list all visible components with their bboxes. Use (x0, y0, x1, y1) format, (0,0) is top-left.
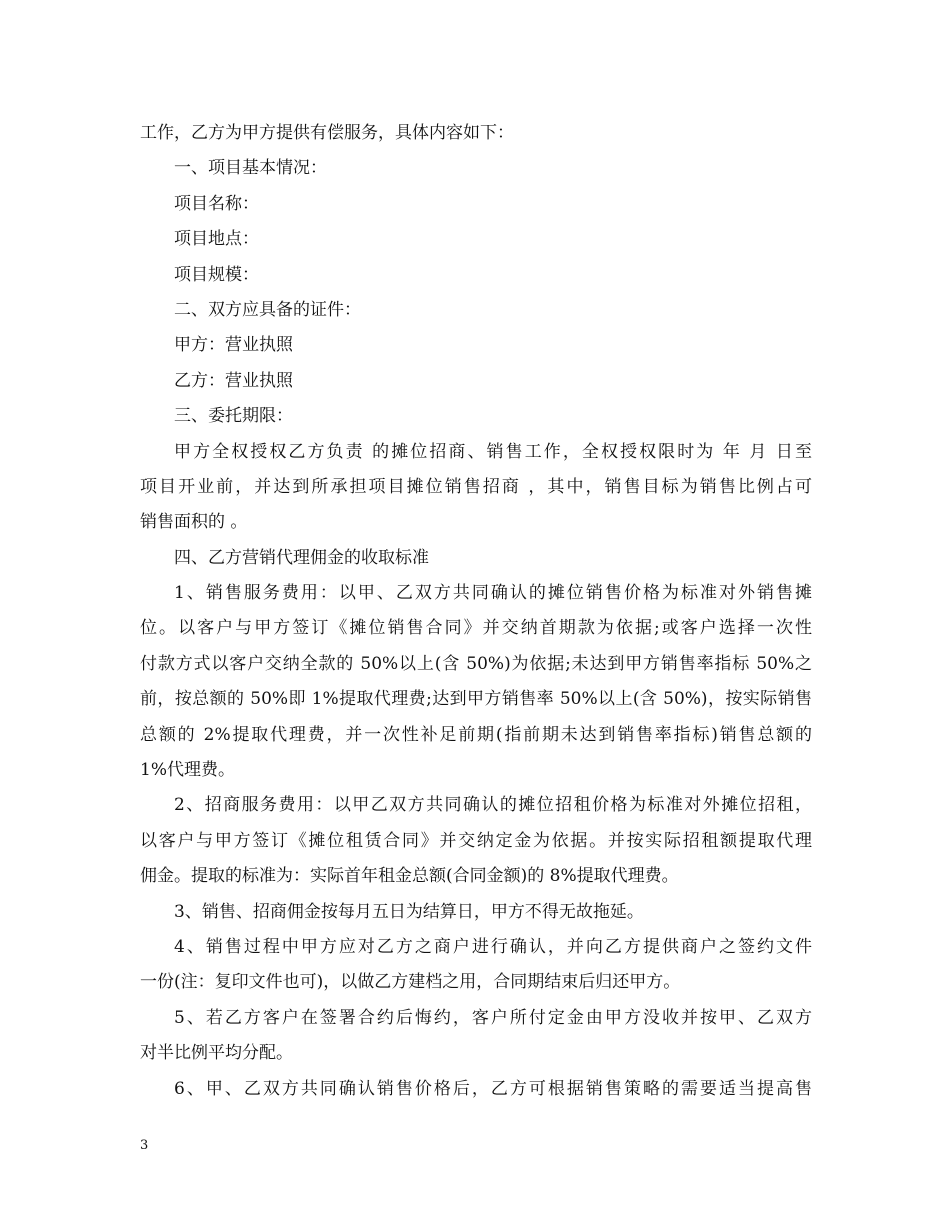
document-line: 工作，乙方为甲方提供有偿服务，具体内容如下： (140, 123, 514, 143)
document-line: 前，按总额的 50%即 1%提取代理费;达到甲方销售率 50%以上(含 50%)，按实际销售 (140, 689, 812, 710)
document-line: 佣金。提取的标准为：实际首年租金总额(合同金额)的 8%提取代理费。 (140, 866, 679, 887)
document-line: 4、销售过程中甲方应对乙方之商户进行确认，并向乙方提供商户之签约文件 (174, 936, 812, 957)
document-line: 5、若乙方客户在签署合约后悔约，客户所付定金由甲方没收并按甲、乙双方 (174, 1007, 812, 1028)
document-line: 一份(注：复印文件也可)，以做乙方建档之用，合同期结束后归还甲方。 (140, 972, 681, 993)
document-line: 项目地点： (174, 229, 259, 250)
document-line: 一、项目基本情况： (174, 158, 327, 179)
document-line: 6、甲、乙双方共同确认销售价格后，乙方可根据销售策略的需要适当提高售 (174, 1078, 812, 1099)
document-line: 付款方式以客户交纳全款的 50%以上(含 50%)为依据;未达到甲方销售率指标 50%之 (140, 653, 812, 674)
document-line: 3、销售、招商佣金按每月五日为结算日，甲方不得无故拖延。 (174, 901, 644, 922)
document-line: 1%代理费。 (140, 760, 235, 781)
document-line: 四、乙方营销代理佣金的收取标准 (174, 547, 429, 568)
page-number: 3 (140, 1138, 149, 1153)
document-line: 甲方全权授权乙方负责 的摊位招商、销售工作，全权授权限时为 年 月 日至 (174, 441, 812, 462)
document-body (140, 116, 812, 1107)
document-line: 总额的 2%提取代理费，并一次性补足前期(指前期未达到销售率指标)销售总额的 (140, 724, 812, 745)
document-line: 二、双方应具备的证件： (174, 299, 361, 320)
document-line: 1、销售服务费用：以甲、乙双方共同确认的摊位销售价格为标准对外销售摊 (174, 583, 812, 604)
document-line: 项目名称： (174, 193, 259, 214)
document-line: 项目规模： (174, 264, 259, 285)
document-line: 以客户与甲方签订《摊位租赁合同》并交纳定金为依据。并按实际招租额提取代理 (140, 830, 812, 851)
document-line: 三、委托期限： (174, 406, 293, 427)
document-line: 乙方：营业执照 (174, 370, 293, 391)
document-line: 位。以客户与甲方签订《摊位销售合同》并交纳首期款为依据;或客户选择一次性 (140, 618, 812, 639)
document-line: 2、招商服务费用：以甲乙双方共同确认的摊位招租价格为标准对外摊位招租， (174, 795, 812, 816)
document-line: 销售面积的 。 (140, 512, 248, 533)
document-line: 甲方：营业执照 (174, 335, 293, 356)
document-line: 对半比例平均分配。 (140, 1043, 293, 1064)
document-line: 项目开业前，并达到所承担项目摊位销售招商 ，其中，销售目标为销售比例占可 (140, 476, 812, 497)
